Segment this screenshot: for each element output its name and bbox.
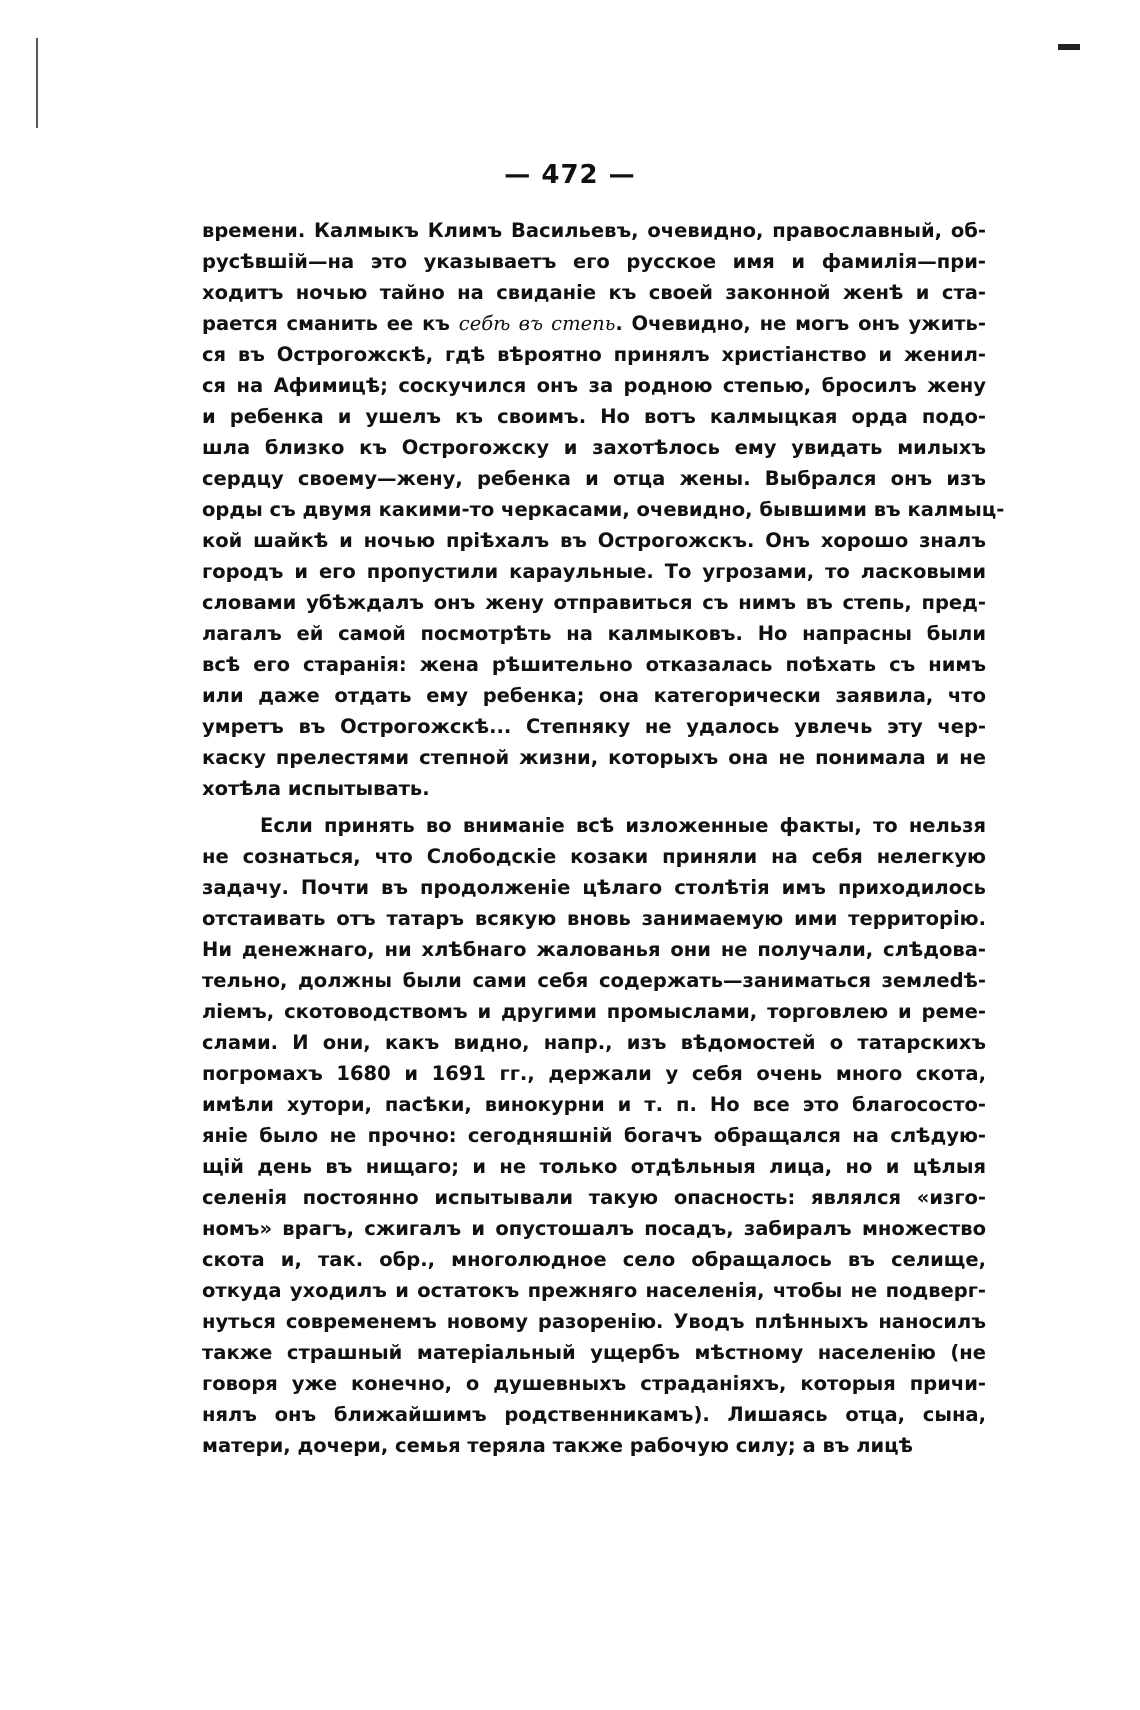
text-line: шла близко къ Острогожску и захотѣлось ему увидать милыхъ [202,436,986,459]
text-line: не сознаться, что Слободскіе козаки приняли на себя нелегкую [202,845,986,868]
text-line: матери, дочери, семья теряла также рабочую силу; а въ лицѣ [202,1434,913,1457]
page-number: — 472 — [504,160,636,190]
body-text [202,215,1005,1461]
text-line: номъ» врагъ, сжигалъ и опустошалъ посадъ, забиралъ множество [202,1217,986,1240]
text-line: ходитъ ночью тайно на свиданіе къ своей законной женѣ и ста- [202,281,986,304]
emphasized-phrase: себѣ въ степь [458,312,616,335]
scan-edge-mark [36,38,38,128]
text-line: откуда уходилъ и остатокъ прежняго населенія, чтобы не подверг- [202,1279,986,1302]
text-line: русѣвшій—на это указываетъ его русское имя и фамилія—при- [202,250,986,273]
text-line: погромахъ 1680 и 1691 гг., держали у себя очень много скота, [202,1062,986,1085]
text-line: отстаивать отъ татаръ всякую вновь занимаемую ими территорію. [202,907,986,930]
text-line: говоря уже конечно, о душевныхъ страданіяхъ, которыя причи- [202,1372,986,1395]
text-line: ся на Афимицѣ; соскучился онъ за родною степью, бросилъ жену [202,374,986,397]
text-line: также страшный матеріальный ущербъ мѣстному населенію (не [202,1341,986,1364]
text-line: или даже отдать ему ребенка; она категорически заявила, что [202,684,986,707]
text-line: лагалъ ей самой посмотрѣть на калмыковъ. Но напрасны были [202,622,986,645]
text-line: городъ и его пропустили караульные. То угрозами, то ласковыми [202,560,986,583]
text-line [202,308,986,339]
text-fragment: . Очевидно, не могъ онъ ужить- [615,312,986,335]
text-line: орды съ двумя какими-то черкасами, очевидно, бывшими въ калмыц- [202,498,1005,521]
text-line: и ребенка и ушелъ къ своимъ. Но вотъ калмыцкая орда подо- [202,405,986,428]
text-line: щій день въ нищаго; и не только отдѣльныя лица, но и цѣлыя [202,1155,986,1178]
text-line: времени. Калмыкъ Климъ Васильевъ, очевидно, православный, об- [202,219,986,242]
text-line: Если принять во вниманіе всѣ изложенные факты, то нельзя [260,814,986,837]
text-line: сердцу своему—жену, ребенка и отца жены. Выбрался онъ изъ [202,467,986,490]
text-line: Ни денежнаго, ни хлѣбнаго жалованья они не получали, слѣдова- [202,938,986,961]
text-line: всѣ его старанія: жена рѣшительно отказалась поѣхать съ нимъ [202,653,986,676]
text-line: скота и, так. обр., многолюдное село обращалось въ селище, [202,1248,986,1271]
text-line: хотѣла испытывать. [202,777,430,800]
text-line: яніе было не прочно: сегодняшній богачъ обращался на слѣдую- [202,1124,986,1147]
text-line: каску прелестями степной жизни, которыхъ она не понимала и не [202,746,986,769]
text-line: ся въ Острогожскѣ, гдѣ вѣроятно принялъ христіанство и женил- [202,343,986,366]
text-line: умретъ въ Острогожскѣ... Степняку не удалось увлечь эту чер- [202,715,986,738]
text-line: ліемъ, скотоводствомъ и другими промыслами, торговлею и реме- [202,1000,986,1023]
text-line: тельно, должны были сами себя содержать—заниматься землedѣ- [202,969,986,992]
text-line: задачу. Почти въ продолженіе цѣлаго столѣтія имъ приходилось [202,876,986,899]
text-line: селенія постоянно испытывали такую опасность: являлся «изго- [202,1186,986,1209]
text-line: нялъ онъ ближайшимъ родственникамъ). Лишаясь отца, сына, [202,1403,986,1426]
text-line: словами убѣждалъ онъ жену отправиться съ нимъ въ степь, пред- [202,591,986,614]
text-line: нуться современемъ новому разоренію. Уводъ плѣнныхъ наносилъ [202,1310,986,1333]
text-line: слами. И они, какъ видно, напр., изъ вѣдомостей о татарскихъ [202,1031,986,1054]
text-line: кой шайкѣ и ночью пріѣхалъ въ Острогожскъ. Онъ хорошо зналъ [202,529,986,552]
text-fragment: раетcя сманить ее къ [202,312,459,335]
corner-mark [1058,44,1080,50]
text-line: имѣли хутори, пасѣки, винокурни и т. п. Но все это благососто- [202,1093,986,1116]
